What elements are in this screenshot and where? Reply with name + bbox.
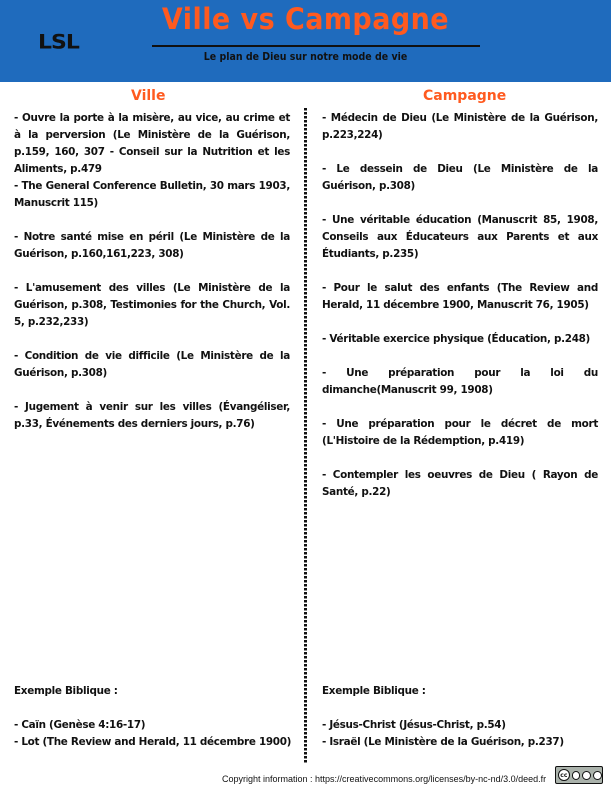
- nc-icon: [582, 771, 591, 780]
- campagne-item: - Une préparation pour la loi du dimanche(Manuscrit 99, 1908): [322, 367, 598, 396]
- campagne-item: - Une véritable éducation (Manuscrit 85, 1908, Conseils aux Éducateurs aux Parents et aux Étudiants, p.235): [322, 214, 598, 260]
- column-divider: [304, 108, 307, 764]
- campagne-list: [322, 110, 598, 518]
- cc-license-badge[interactable]: [555, 766, 603, 784]
- by-icon: [572, 771, 581, 780]
- lsl-logo: LSL: [38, 31, 79, 54]
- ville-item: - The General Conference Bulletin, 30 mars 1903, Manuscrit 115): [14, 180, 290, 209]
- ville-item: - Notre santé mise en péril (Le Ministère de la Guérison, p.160,161,223, 308): [14, 231, 290, 260]
- ville-heading: Ville: [131, 88, 166, 104]
- title-underline: [152, 45, 480, 47]
- ville-biblical-item: - Lot (The Review and Herald, 11 décembre 1900): [14, 736, 292, 748]
- page-title: Ville vs Campagne: [161, 2, 450, 36]
- campagne-item: - Une préparation pour le décret de mort (L'Histoire de la Rédemption, p.419): [322, 418, 598, 447]
- campagne-heading: Campagne: [423, 88, 507, 104]
- campagne-biblical-item: - Israël (Le Ministère de la Guérison, p.237): [322, 736, 564, 748]
- campagne-biblical-heading: Exemple Biblique :: [322, 685, 426, 697]
- ville-item: - Ouvre la porte à la misère, au vice, au crime et à la perversion (Le Ministère de la Guérison, p.159, 160, 307 - Conseil sur la Nutrition et les Aliments, p.479: [14, 112, 290, 175]
- campagne-item: - Pour le salut des enfants (The Review and Herald, 11 décembre 1900, Manuscrit 76, 1905): [322, 282, 598, 311]
- ville-item: - Condition de vie difficile (Le Ministère de la Guérison, p.308): [14, 350, 290, 379]
- ville-biblical-item: - Caïn (Genèse 4:16-17): [14, 719, 146, 731]
- page-subtitle: Le plan de Dieu sur notre mode de vie: [203, 51, 408, 63]
- campagne-item: - Le dessein de Dieu (Le Ministère de la Guérison, p.308): [322, 163, 598, 192]
- campagne-item: - Médecin de Dieu (Le Ministère de la Guérison, p.223,224): [322, 112, 598, 141]
- header-banner: [0, 0, 611, 82]
- campagne-item: - Contempler les oeuvres de Dieu ( Rayon de Santé, p.22): [322, 469, 598, 498]
- campagne-biblical-examples: [322, 683, 598, 751]
- cc-icon: cc: [558, 769, 570, 781]
- ville-item: - L'amusement des villes (Le Ministère de la Guérison, p.308, Testimonies for the Church, Vol. 5, p.232,233): [14, 282, 290, 328]
- ville-biblical-examples: [14, 683, 290, 751]
- campagne-biblical-item: - Jésus-Christ (Jésus-Christ, p.54): [322, 719, 506, 731]
- copyright-link[interactable]: Copyright information : https://creativecommons.org/licenses/by-nc-nd/3.0/deed.fr: [222, 774, 547, 784]
- nd-icon: [593, 771, 602, 780]
- campagne-item: - Véritable exercice physique (Éducation, p.248): [322, 333, 591, 345]
- ville-biblical-heading: Exemple Biblique :: [14, 685, 118, 697]
- ville-item: - Jugement à venir sur les villes (Évangéliser, p.33, Événements des derniers jours, p.76): [14, 401, 290, 430]
- ville-list: [14, 110, 290, 450]
